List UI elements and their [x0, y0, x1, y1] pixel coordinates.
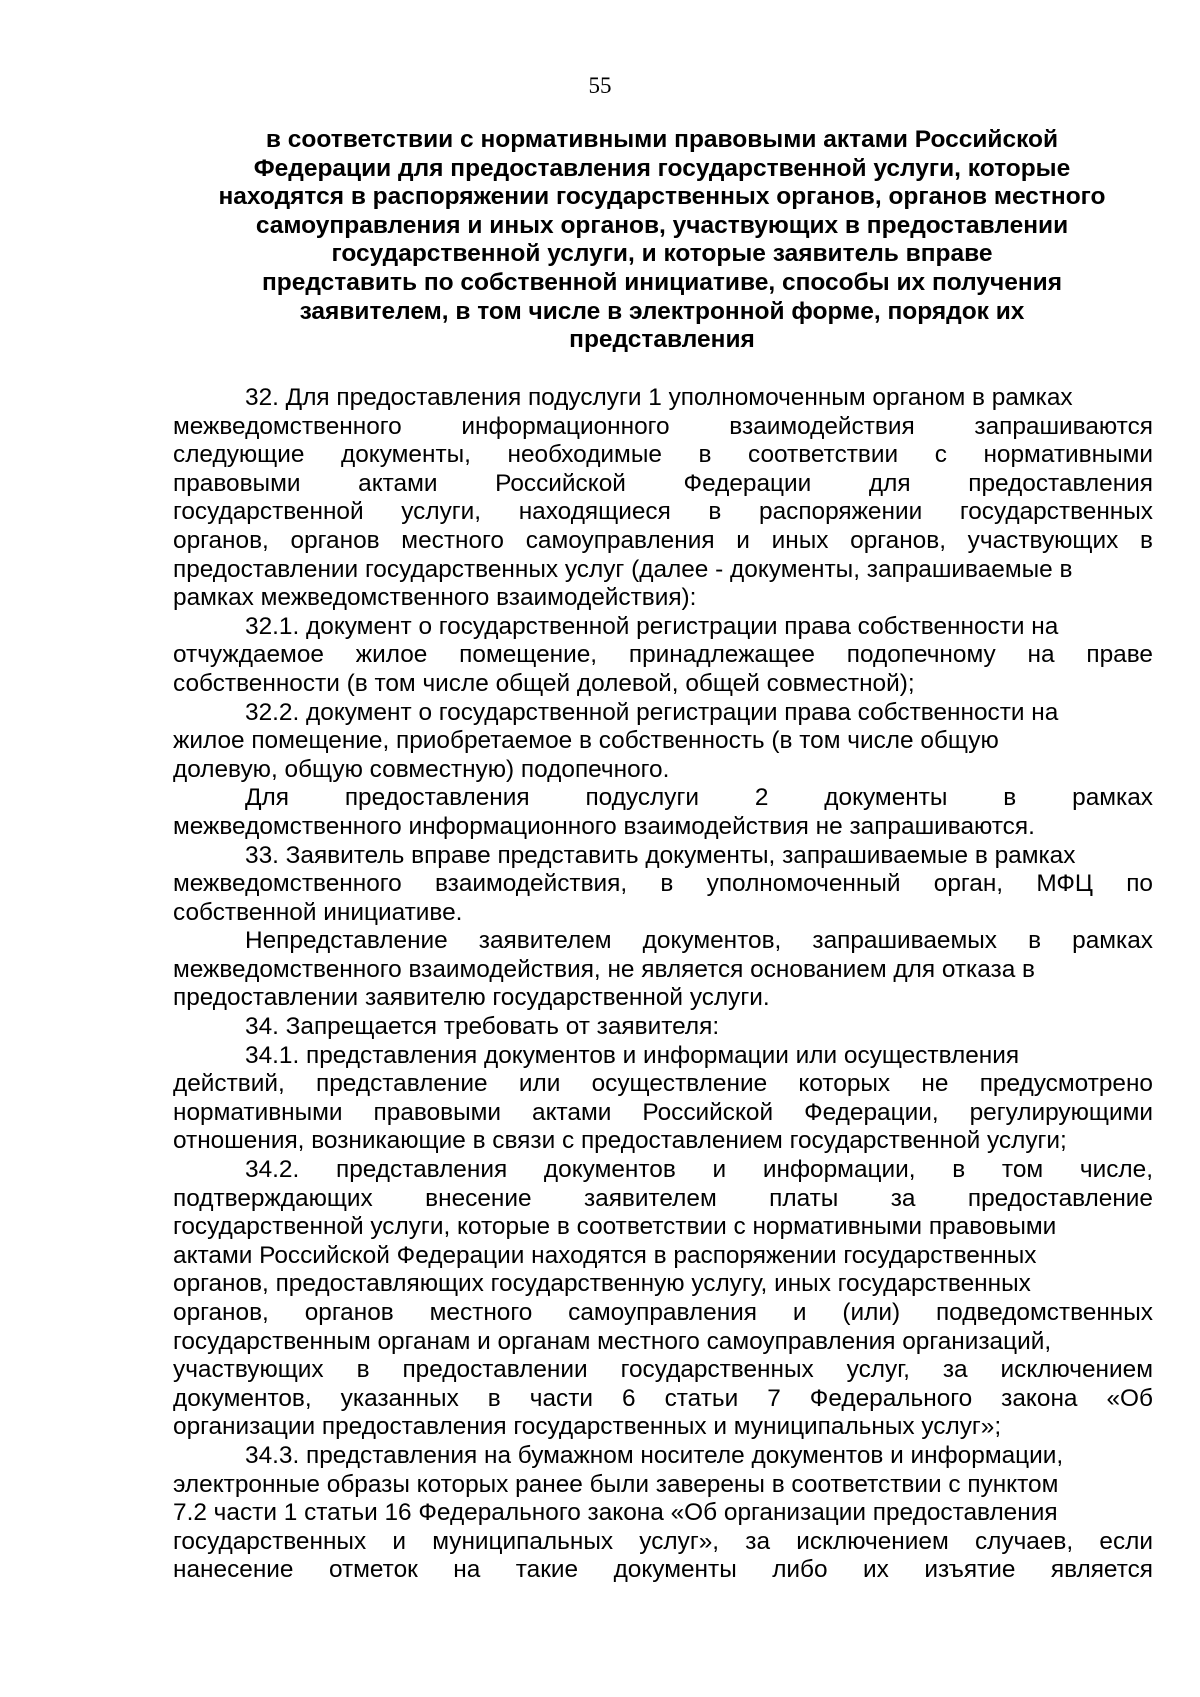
heading-line: заявителем, в том числе в электронной форме, порядок их: [299, 297, 1025, 325]
item-34-2-line: государственной услуги, которые в соответствии с нормативными правовыми: [173, 1213, 1057, 1241]
body-text: [173, 384, 1153, 1585]
heading-line: в соответствии с нормативными правовыми актами Российской: [265, 126, 1059, 153]
non-submission-line: Непредставление заявителем документов, запрашиваемых в рамках: [245, 927, 1153, 955]
heading-line: государственной услуги, и которые заявитель вправе: [331, 240, 993, 268]
item-34-1-line: отношения, возникающие в связи с предоставлением государственной услуги;: [173, 1127, 1067, 1155]
heading-line: Федерации для предоставления государственной услуги, которые: [253, 154, 1071, 182]
item-34-2-line: участвующих в предоставлении государственных услуг, за исключением: [173, 1356, 1153, 1384]
page-number: 55: [588, 73, 612, 98]
item-34-3-line: государственных и муниципальных услуг», за исключением случаев, если: [173, 1527, 1153, 1555]
paragraph-33-line: собственной инициативе.: [173, 898, 463, 926]
paragraph-33-line: межведомственного взаимодействия, в уполномоченный орган, МФЦ по: [173, 870, 1153, 898]
heading-line: находятся в распоряжении государственных органов, органов местного: [218, 183, 1106, 211]
item-34-2-line: 34.2. представления документов и информации, в том числе,: [245, 1156, 1153, 1184]
paragraph-32-line: государственной услуги, находящиеся в распоряжении государственных: [173, 498, 1153, 526]
item-32-2-line: 32.2. документ о государственной регистрации права собственности на: [245, 698, 1059, 726]
item-34-2-line: государственным органам и органам местного самоуправления организаций,: [173, 1327, 1052, 1355]
item-34-3-line: 7.2 части 1 статьи 16 Федерального закона «Об организации предоставления: [173, 1499, 1058, 1527]
paragraph-32-line: органов, органов местного самоуправления и иных органов, участвующих в: [173, 526, 1153, 554]
item-34-2-line: документов, указанных в части 6 статьи 7 Федерального закона «Об: [173, 1384, 1153, 1412]
heading-line: представить по собственной инициативе, способы их получения: [262, 268, 1062, 296]
heading-line: представления: [569, 326, 755, 354]
item-32-2-line: жилое помещение, приобретаемое в собственность (в том числе общую: [173, 727, 999, 755]
item-32-2-line: долевую, общую совместную) подопечного.: [173, 755, 670, 783]
item-32-1-line: отчуждаемое жилое помещение, принадлежащее подопечному на праве: [173, 641, 1153, 669]
item-34-3-line: электронные образы которых ранее были заверены в соответствии с пунктом: [173, 1470, 1059, 1498]
paragraph-33-line: 33. Заявитель вправе представить документы, запрашиваемые в рамках: [245, 841, 1076, 869]
subservice-2-line: межведомственного информационного взаимодействия не запрашиваются.: [173, 812, 1035, 840]
item-34-1-line: 34.1. представления документов и информации или осуществления: [245, 1041, 1020, 1069]
item-34-2-line: органов, предоставляющих государственную услугу, иных государственных: [173, 1270, 1031, 1298]
paragraph-32-line: межведомственного информационного взаимодействия запрашиваются: [173, 412, 1153, 440]
item-34-2-line: органов, органов местного самоуправления и (или) подведомственных: [173, 1299, 1153, 1326]
item-32-1-line: 32.1. документ о государственной регистрации права собственности на: [245, 612, 1059, 640]
paragraph-32-line: предоставлении государственных услуг (далее - документы, запрашиваемые в: [173, 555, 1073, 583]
section-heading: [172, 126, 1152, 355]
item-32-1-line: собственности (в том числе общей долевой, общей совместной);: [173, 669, 915, 697]
heading-line: самоуправления и иных органов, участвующих в предоставлении: [255, 211, 1069, 239]
paragraph-32-line: рамках межведомственного взаимодействия):: [173, 584, 697, 612]
non-submission-line: предоставлении заявителю государственной услуги.: [173, 984, 770, 1012]
item-34-2-line: подтверждающих внесение заявителем платы за предоставление: [173, 1184, 1153, 1212]
item-34-1-line: действий, представление или осуществление которых не предусмотрено: [173, 1070, 1153, 1098]
item-34-3-line: 34.3. представления на бумажном носителе документов и информации,: [245, 1441, 1064, 1469]
paragraph-32-line: 32. Для предоставления подуслуги 1 уполномоченным органом в рамках: [245, 384, 1073, 411]
item-34-1-line: нормативными правовыми актами Российской Федерации, регулирующими: [173, 1098, 1153, 1126]
non-submission-line: межведомственного взаимодействия, не является основанием для отказа в: [173, 955, 1036, 983]
item-34-3-line: нанесение отметок на такие документы либо их изъятие является: [173, 1556, 1153, 1584]
paragraph-32-line: правовыми актами Российской Федерации для предоставления: [173, 469, 1153, 497]
item-34-2-line: актами Российской Федерации находятся в распоряжении государственных: [173, 1241, 1037, 1269]
subservice-2-line: Для предоставления подуслуги 2 документы в рамках: [245, 784, 1153, 812]
paragraph-32-line: следующие документы, необходимые в соответствии с нормативными: [173, 441, 1153, 469]
paragraph-34-line: 34. Запрещается требовать от заявителя:: [245, 1013, 720, 1041]
item-34-2-line: организации предоставления государственных и муниципальных услуг»;: [173, 1413, 1002, 1441]
